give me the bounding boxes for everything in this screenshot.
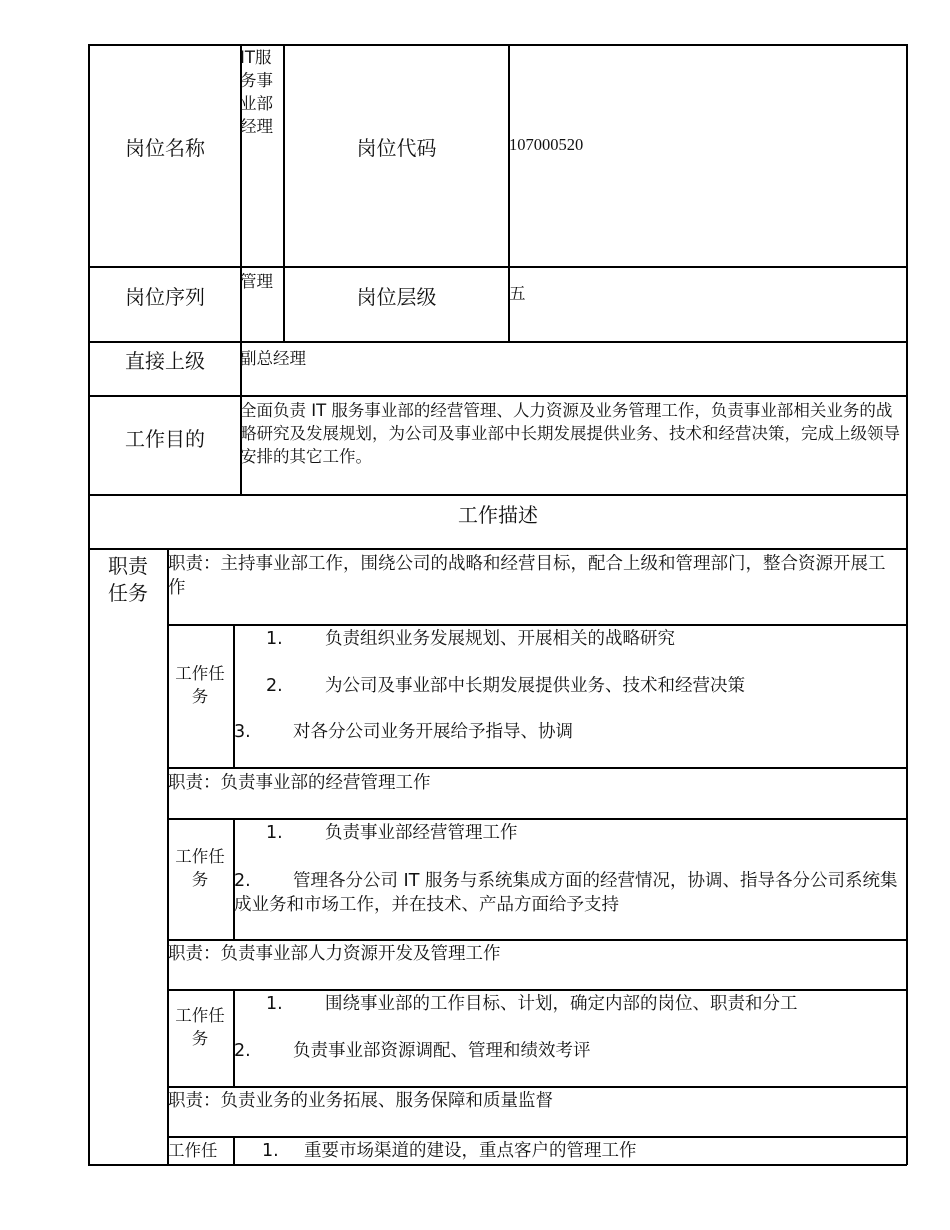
- task-number: 1.: [266, 994, 283, 1014]
- task-number: 2.: [234, 1041, 251, 1061]
- row-divider: [167, 939, 907, 941]
- task-number: 2.: [266, 676, 283, 696]
- task-item: 对各分公司业务开展给予指导、协调: [293, 722, 573, 742]
- table-border-left: [88, 44, 90, 1165]
- work-purpose-label: 工作目的: [125, 427, 205, 451]
- row-divider: [88, 548, 907, 550]
- table-border-right: [906, 44, 908, 1165]
- row-divider: [167, 624, 907, 626]
- position-code-label: 岗位代码: [356, 136, 437, 160]
- position-level-value: 五: [509, 284, 526, 303]
- row-divider: [167, 818, 907, 820]
- task-item: 负责事业部经营管理工作: [325, 823, 518, 843]
- task-item: 管理各分公司 IT 服务与系统集成方面的经营情况，协调、指导各分公司系统集成业务和市场工作，并在技术、产品方面给予支持: [234, 871, 898, 915]
- task-label: 工作任务: [175, 1006, 225, 1048]
- direct-superior-label: 直接上级: [125, 349, 205, 373]
- task-number: 1.: [266, 823, 283, 843]
- task-label: 工作任务: [175, 664, 225, 706]
- task-label: 工作任: [168, 1141, 218, 1160]
- task-label: 工作任务: [175, 847, 225, 889]
- col-divider: [233, 989, 235, 1087]
- work-purpose-value: 全面负责 IT 服务事业部的经营管理、人力资源及业务管理工作，负责事业部相关业务的战略研究及发展规划，为公司及事业部中长期发展提供业务、技术和经营决策，完成上级领导安排的其它工作。: [240, 401, 900, 466]
- table-border-bottom: [88, 1164, 907, 1166]
- duty-item: 职责：负责业务的业务拓展、服务保障和质量监督: [168, 1091, 553, 1111]
- position-series-label: 岗位序列: [125, 285, 205, 309]
- task-item: 重要市场渠道的建设，重点客户的管理工作: [304, 1141, 637, 1161]
- position-series-value: 管理: [240, 272, 273, 291]
- row-divider: [167, 767, 907, 769]
- row-divider: [88, 341, 907, 343]
- position-name-label: 岗位名称: [125, 136, 205, 160]
- position-name-value: IT服务事业部经理: [240, 48, 273, 136]
- duty-item: 职责：负责事业部的经营管理工作: [168, 773, 431, 793]
- row-divider: [167, 989, 907, 991]
- row-divider: [88, 494, 907, 496]
- position-level-label: 岗位层级: [356, 285, 437, 309]
- table-border-top: [88, 44, 907, 46]
- duty-item: 职责：主持事业部工作，围绕公司的战略和经营目标，配合上级和管理部门，整合资源开展工作: [168, 554, 886, 598]
- task-item: 负责事业部资源调配、管理和绩效考评: [293, 1041, 591, 1061]
- row-divider: [88, 395, 907, 397]
- task-item: 为公司及事业部中长期发展提供业务、技术和经营决策: [325, 676, 745, 696]
- position-code-value: 107000520: [509, 135, 584, 154]
- task-item: 负责组织业务发展规划、开展相关的战略研究: [325, 629, 675, 649]
- task-number: 2.: [234, 871, 251, 891]
- task-number: 3.: [234, 722, 251, 742]
- col-divider: [233, 624, 235, 768]
- task-item: 围绕事业部的工作目标、计划，确定内部的岗位、职责和分工: [325, 994, 798, 1014]
- col-divider: [233, 1136, 235, 1165]
- duty-item: 职责：负责事业部人力资源开发及管理工作: [168, 944, 501, 964]
- task-number: 1.: [266, 629, 283, 649]
- duties-label: 职责任务: [108, 554, 148, 605]
- task-number: 1.: [262, 1141, 279, 1161]
- row-divider: [88, 266, 907, 268]
- work-description-title: 工作描述: [458, 503, 538, 527]
- row-divider: [167, 1086, 907, 1088]
- row-divider: [167, 1136, 907, 1138]
- direct-superior-value: 副总经理: [240, 349, 306, 368]
